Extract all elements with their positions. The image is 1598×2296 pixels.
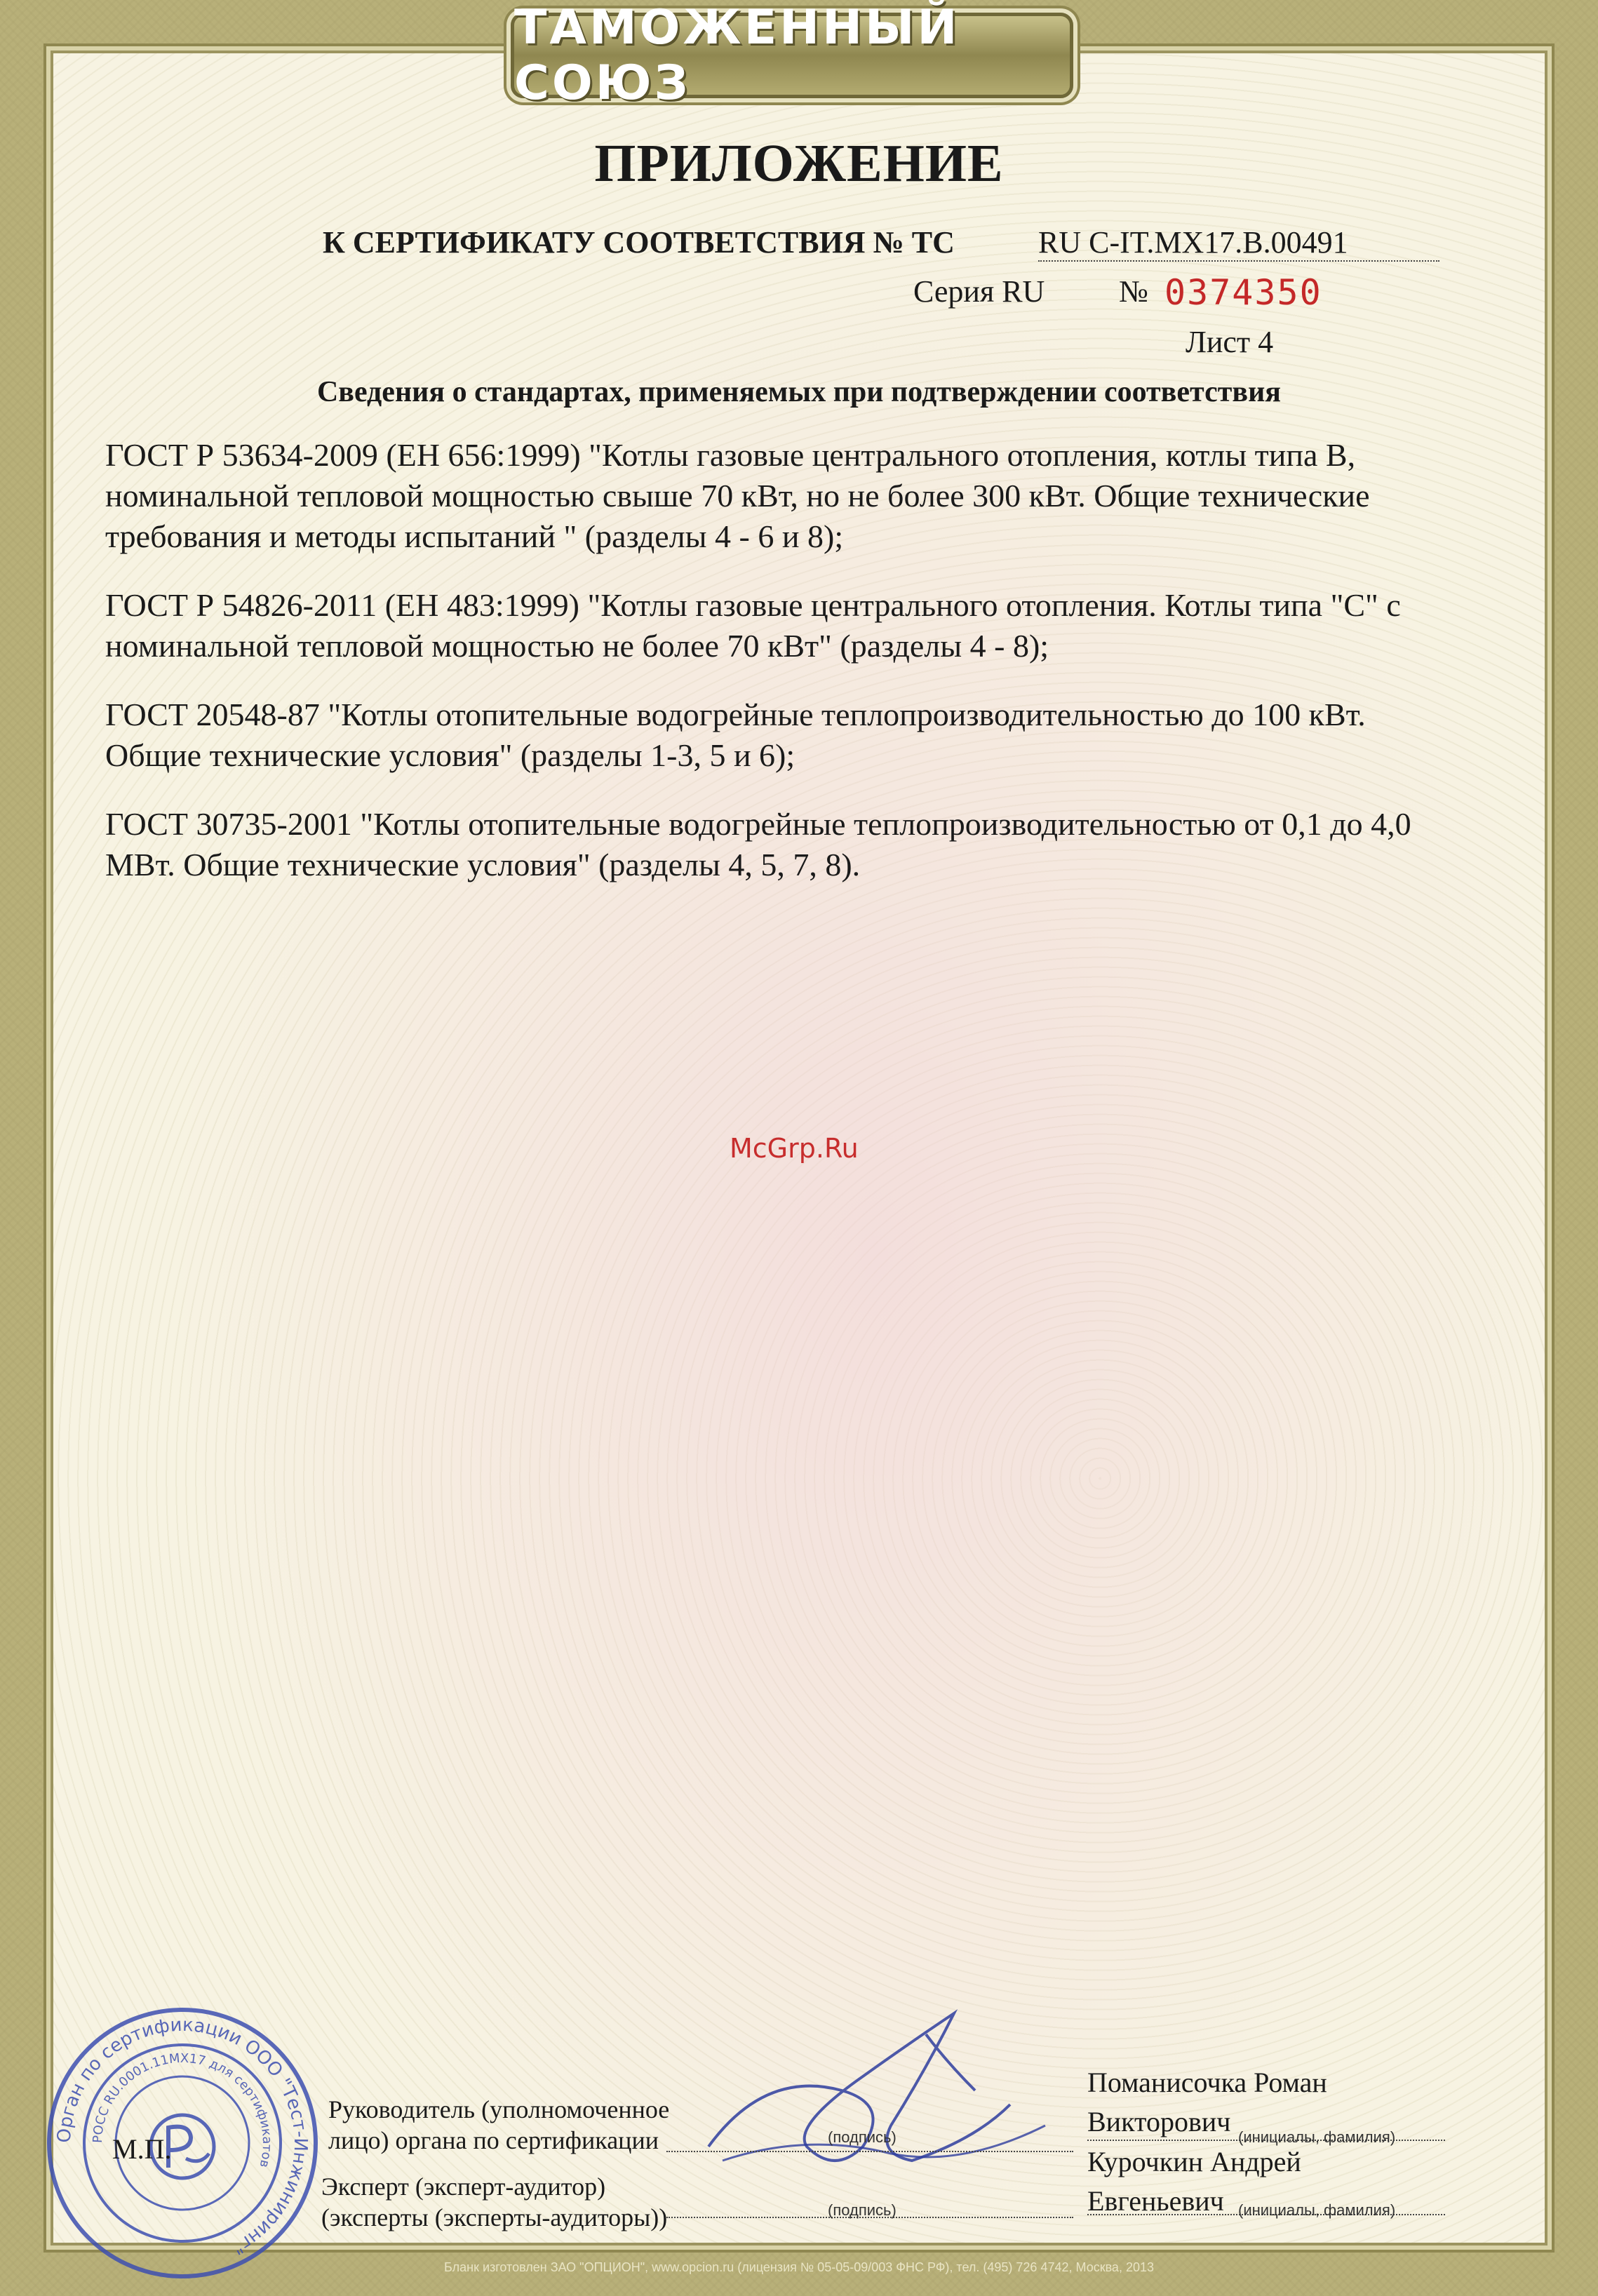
head-name: Поманисочка Роман	[1087, 2067, 1327, 2098]
certificate-label: К СЕРТИФИКАТУ СООТВЕТСТВИЯ № ТС	[323, 225, 955, 260]
series-label: Серия RU	[913, 274, 1045, 309]
section-heading: Сведения о стандартах, применяемых при подтверждении соответствия	[316, 376, 1282, 408]
expert-signer-label	[321, 2171, 667, 2233]
expert-label-line: (эксперты (эксперты-аудиторы))	[321, 2203, 668, 2231]
standard-item: ГОСТ 20548-87 "Котлы отопительные водогрейные теплопроизводительностью до 100 кВт. Общие технические условия" (разделы 1-3, 5 и 6);	[105, 697, 1366, 773]
head-label-line: лицо) органа по сертификации	[328, 2126, 659, 2154]
head-patronymic: Викторович	[1087, 2106, 1231, 2137]
standard-item: ГОСТ Р 53634-2009 (ЕН 656:1999) "Котлы газовые центрального отопления, котлы типа В, номинальной тепловой мощностью свыше 70 кВт, но не более 300 кВт. Общие технические требования и методы испытаний " (разделы 4 - 6 и 8);	[105, 437, 1370, 554]
certification-seal	[42, 2003, 323, 2283]
standard-item: ГОСТ Р 54826-2011 (ЕН 483:1999) "Котлы газовые центрального отопления. Котлы типа "С" с номинальной тепловой мощностью не более 70 кВт" (разделы 4 - 8);	[105, 587, 1401, 664]
standards-list	[105, 435, 1459, 913]
stamp-inner-text: РОСС RU.0001.11МХ17 для сертификатов	[90, 2050, 275, 2170]
initials-caption: (инициалы, фамилия)	[1238, 2128, 1396, 2146]
signature-caption: (подпись)	[828, 2128, 897, 2146]
number-sign: №	[1119, 274, 1148, 309]
expert-label-line: Эксперт (эксперт-аудитор)	[321, 2173, 606, 2201]
page-title: ПРИЛОЖЕНИЕ	[594, 134, 1004, 193]
series-number: 0374350	[1164, 272, 1322, 313]
standard-item: ГОСТ 30735-2001 "Котлы отопительные водогрейные теплопроизводительностью от 0,1 до 4,0 МВт. Общие технические условия" (разделы 4, 5, 7, 8).	[105, 806, 1411, 882]
handwritten-signature-icon	[680, 1985, 1073, 2196]
watermark-text: McGrp.Ru	[730, 1133, 859, 1164]
signature-line-head	[666, 2151, 1073, 2152]
blank-footer: Бланк изготовлен ЗАО "ОПЦИОН", www.opcion.ru (лицензия № 05-05-09/003 ФНС РФ), тел. (495) 726 4742, Москва, 2013	[444, 2260, 1154, 2274]
stamp-place-label: М.П.	[112, 2133, 172, 2165]
certificate-number: RU C-IT.MX17.B.00491	[1038, 224, 1439, 262]
sheet-number: Лист 4	[1186, 325, 1274, 359]
expert-name: Курочкин Андрей	[1087, 2146, 1301, 2177]
head-signer-label	[328, 2094, 669, 2156]
banner-text: ТАМОЖЕННЫЙ СОЮЗ	[514, 0, 960, 111]
expert-patronymic: Евгеньевич	[1087, 2185, 1224, 2217]
head-label-line: Руководитель (уполномоченное	[328, 2095, 670, 2123]
stamp-outer-text: Орган по сертификации ООО "Тест-Инжиниринг"	[53, 2014, 311, 2259]
customs-union-banner	[511, 0, 1073, 111]
initials-caption: (инициалы, фамилия)	[1238, 2201, 1396, 2219]
signature-caption: (подпись)	[828, 2201, 897, 2219]
